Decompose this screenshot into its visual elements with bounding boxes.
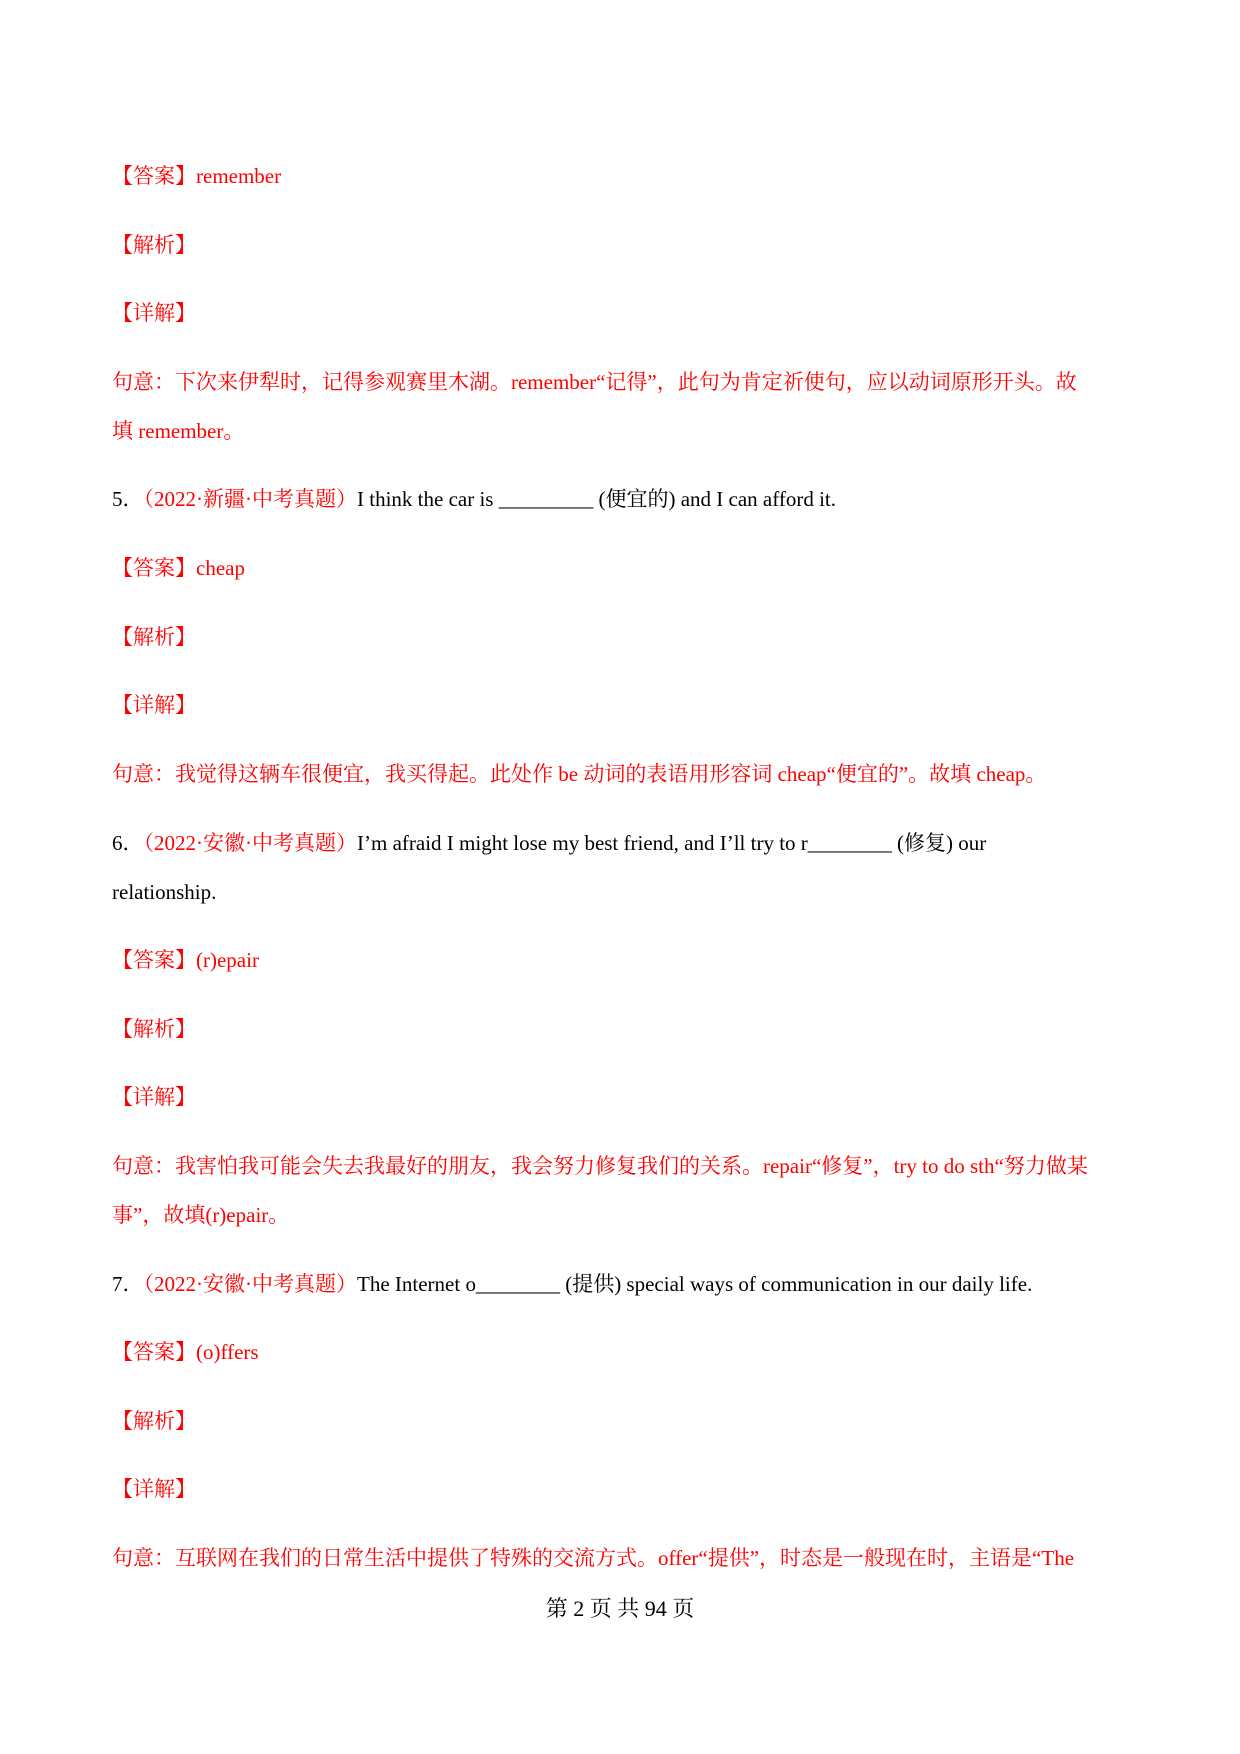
question-number: 7．: [112, 1272, 144, 1296]
answer-line: [112, 1337, 1132, 1367]
answer-tag: 【答案】: [112, 1340, 196, 1364]
answer-line: [112, 945, 1132, 975]
question-7: [112, 1269, 1132, 1299]
answer-line: [112, 161, 1132, 191]
analysis-tag: 【解析】: [112, 233, 196, 257]
answer-text: remember: [196, 164, 282, 188]
detail-tag: 【详解】: [112, 1477, 196, 1501]
question-text-line: relationship.: [112, 880, 217, 904]
question-text: I’m afraid I might lose my best friend, and I’ll try to r________ (修复) our: [357, 831, 987, 855]
question-5: [112, 484, 1132, 514]
detail-tag: 【详解】: [112, 693, 196, 717]
question-source: （2022·新疆·中考真题）: [143, 487, 357, 511]
detail-tag: 【详解】: [112, 1085, 196, 1109]
detail-text-line: 句意：我害怕我可能会失去我最好的朋友，我会努力修复我们的关系。repair“修复”，try to do sth“努力做某: [112, 1154, 1088, 1178]
question-number: 6．: [112, 831, 144, 855]
question-text: I think the car is _________ (便宜的) and I can afford it.: [357, 487, 836, 511]
question-source: （2022·安徽·中考真题）: [143, 1272, 357, 1296]
answer-tag: 【答案】: [112, 164, 196, 188]
detail-text-line: 句意：下次来伊犁时，记得参观赛里木湖。remember“记得”，此句为肯定祈使句，应以动词原形开头。故: [112, 370, 1077, 394]
detail-text-line: 填 remember。: [112, 419, 245, 443]
question-6: [112, 828, 1132, 858]
detail-text-line: 句意：我觉得这辆车很便宜，我买得起。此处作 be 动词的表语用形容词 cheap“便宜的”。故填 cheap。: [112, 762, 1047, 786]
analysis-tag: 【解析】: [112, 1017, 196, 1041]
question-text: The Internet o________ (提供) special ways of communication in our daily life.: [357, 1272, 1033, 1296]
answer-text: (r)epair: [196, 948, 259, 972]
page-footer: 第 2 页 共 94 页: [545, 1596, 695, 1621]
detail-text-line: 事”，故填(r)epair。: [112, 1203, 290, 1227]
analysis-tag: 【解析】: [112, 625, 196, 649]
detail-tag: 【详解】: [112, 301, 196, 325]
question-source: （2022·安徽·中考真题）: [143, 831, 357, 855]
answer-text: (o)ffers: [196, 1340, 259, 1364]
answer-line: [112, 553, 1132, 583]
answer-text: cheap: [196, 556, 245, 580]
detail-text-line: 句意：互联网在我们的日常生活中提供了特殊的交流方式。offer“提供”，时态是一般现在时，主语是“The: [112, 1546, 1075, 1570]
answer-tag: 【答案】: [112, 556, 196, 580]
question-number: 5．: [112, 487, 144, 511]
analysis-tag: 【解析】: [112, 1409, 196, 1433]
answer-tag: 【答案】: [112, 948, 196, 972]
